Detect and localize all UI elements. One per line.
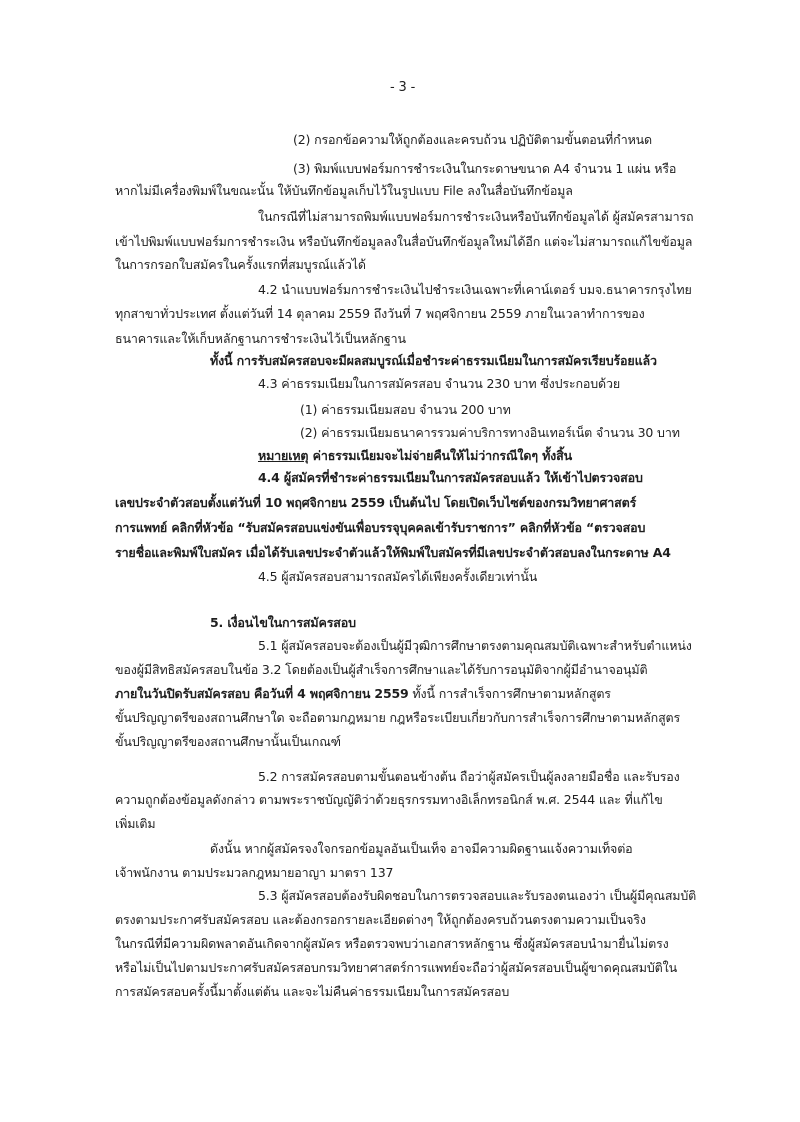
note-line (258, 447, 572, 465)
paragraph-line: 5.3 ผู้สมัครสอบต้องรับผิดชอบในการตรวจสอบและรับรองตนเองว่า เป็นผู้มีคุณสมบัติ (258, 888, 697, 903)
deadline-text: ภายในวันปิดรับสมัครสอบ คือวันที่ 4 พฤศจิกายน 2559 (115, 686, 409, 701)
paragraph-line-bold: การแพทย์ คลิกที่หัวข้อ “รับสมัครสอบแข่งขันเพื่อบรรจุบุคคลเข้ารับราชการ” คลิกที่หัวข้อ “ตรวจสอบ (115, 520, 646, 535)
paragraph-line-bold: เลขประจำตัวสอบตั้งแต่วันที่ 10 พฤศจิกายน 2559 เป็นต้นไป โดยเปิดเว็บไซต์ของกรมวิทยาศาสตร์ (115, 495, 637, 510)
paragraph-line: การสมัครสอบครั้งนี้มาตั้งแต่ต้น และจะไม่คืนค่าธรรมเนียมในการสมัครสอบ (115, 984, 510, 999)
paragraph-line: ทุกสาขาทั่วประเทศ ตั้งแต่วันที่ 14 ตุลาคม 2559 ถึงวันที่ 7 พฤศจิกายน 2559 ภายในเวลาทำการของ (115, 306, 645, 321)
paragraph-line: ในกรณีที่ไม่สามารถพิมพ์แบบฟอร์มการชำระเงินหรือบันทึกข้อมูลได้ ผู้สมัครสามารถ (258, 209, 694, 224)
paragraph-line-bold: รายชื่อและพิมพ์ใบสมัคร เมื่อได้รับเลขประจำตัวแล้วให้พิมพ์ใบสมัครที่มีเลขประจำตัวสอบลงในกระดาษ A4 (115, 545, 671, 560)
paragraph-line: (2) กรอกข้อความให้ถูกต้องและครบถ้วน ปฏิบัติตามขั้นตอนที่กำหนด (293, 132, 653, 147)
paragraph-line: 5.2 การสมัครสอบตามขั้นตอนข้างต้น ถือว่าผู้สมัครเป็นผู้ลงลายมือชื่อ และรับรอง (258, 769, 680, 784)
paragraph-line: ธนาคารและให้เก็บหลักฐานการชำระเงินไว้เป็นหลักฐาน (115, 331, 406, 346)
paragraph-line: เจ้าพนักงาน ตามประมวลกฎหมายอาญา มาตรา 137 (115, 865, 394, 880)
paragraph-line: ตรงตามประกาศรับสมัครสอบ และต้องกรอกรายละเอียดต่างๆ ให้ถูกต้องครบถ้วนตรงตามความเป็นจริง (115, 912, 646, 927)
paragraph-line-bold: ทั้งนี้ การรับสมัครสอบจะมีผลสมบูรณ์เมื่อชำระค่าธรรมเนียมในการสมัครเรียบร้อยแล้ว (210, 353, 657, 368)
paragraph-line: 4.3 ค่าธรรมเนียมในการสมัครสอบ จำนวน 230 บาท ซึ่งประกอบด้วย (258, 376, 621, 391)
page-number: - 3 - (390, 80, 416, 95)
paragraph-line: ในการกรอกใบสมัครในครั้งแรกที่สมบูรณ์แล้วได้ (115, 257, 366, 272)
note-label: หมายเหตุ (258, 448, 309, 463)
paragraph-line: (1) ค่าธรรมเนียมสอบ จำนวน 200 บาท (300, 402, 511, 417)
paragraph-line: ดังนั้น หากผู้สมัครจงใจกรอกข้อมูลอันเป็นเท็จ อาจมีความผิดฐานแจ้งความเท็จต่อ (210, 841, 633, 856)
paragraph-line (115, 685, 611, 703)
paragraph-line: หรือไม่เป็นไปตามประกาศรับสมัครสอบกรมวิทยาศาสตร์การแพทย์จะถือว่าผู้สมัครสอบเป็นผู้ขาดคุณสมบัติใน (115, 960, 677, 975)
paragraph-line: 4.5 ผู้สมัครสอบสามารถสมัครได้เพียงครั้งเดียวเท่านั้น (258, 569, 538, 584)
paragraph-line: ในกรณีที่มีความผิดพลาดอันเกิดจากผู้สมัคร หรือตรวจพบว่าเอกสารหลักฐาน ซึ่งผู้สมัครสอบนำมายื่นไม่ตรง (115, 936, 669, 951)
paragraph-line: (3) พิมพ์แบบฟอร์มการชำระเงินในกระดาษขนาด A4 จำนวน 1 แผ่น หรือ (293, 161, 677, 176)
paragraph-line: 4.2 นำแบบฟอร์มการชำระเงินไปชำระเงินเฉพาะที่เคาน์เตอร์ บมจ.ธนาคารกรุงไทย (258, 282, 692, 297)
note-text: ค่าธรรมเนียมจะไม่จ่ายคืนให้ไม่ว่ากรณีใดๆ ทั้งสิ้น (308, 448, 572, 463)
paragraph-line-rest: ทั้งนี้ การสำเร็จการศึกษาตามหลักสูตร (408, 686, 611, 701)
paragraph-line: ความถูกต้องข้อมูลดังกล่าว ตามพระราชบัญญัติว่าด้วยธุรกรรมทางอิเล็กทรอนิกส์ พ.ศ. 2544 และ ที่แก้ไข (115, 792, 663, 807)
paragraph-line: หากไม่มีเครื่องพิมพ์ในขณะนั้น ให้บันทึกข้อมูลเก็บไว้ในรูปแบบ File ลงในสื่อบันทึกข้อมูล (115, 183, 573, 198)
paragraph-line: ขั้นปริญญาตรีของสถานศึกษานั้นเป็นเกณฑ์ (115, 734, 341, 749)
paragraph-line: ของผู้มีสิทธิสมัครสอบในข้อ 3.2 โดยต้องเป็นผู้สำเร็จการศึกษาและได้รับการอนุมัติจากผู้มีอำนาจอนุมัติ (115, 662, 648, 677)
paragraph-line: 5.1 ผู้สมัครสอบจะต้องเป็นผู้มีวุฒิการศึกษาตรงตามคุณสมบัติเฉพาะสำหรับตำแหน่ง (258, 638, 692, 653)
section-heading: 5. เงื่อนไขในการสมัครสอบ (210, 615, 356, 630)
paragraph-line: ขั้นปริญญาตรีของสถานศึกษาใด จะถือตามกฎหมาย กฎหรือระเบียบเกี่ยวกับการสำเร็จการศึกษาตามหลักสูตร (115, 710, 681, 725)
paragraph-line: เข้าไปพิมพ์แบบฟอร์มการชำระเงิน หรือบันทึกข้อมูลลงในสื่อบันทึกข้อมูลใหม่ได้อีก แต่จะไม่สามารถแก้ไขข้อมูล (115, 234, 693, 249)
paragraph-line: เพิ่มเติม (115, 816, 156, 831)
paragraph-line-bold: 4.4 ผู้สมัครที่ชำระค่าธรรมเนียมในการสมัครสอบแล้ว ให้เข้าไปตรวจสอบ (258, 470, 643, 485)
paragraph-line: (2) ค่าธรรมเนียมธนาคารรวมค่าบริการทางอินเทอร์เน็ต จำนวน 30 บาท (300, 425, 680, 440)
